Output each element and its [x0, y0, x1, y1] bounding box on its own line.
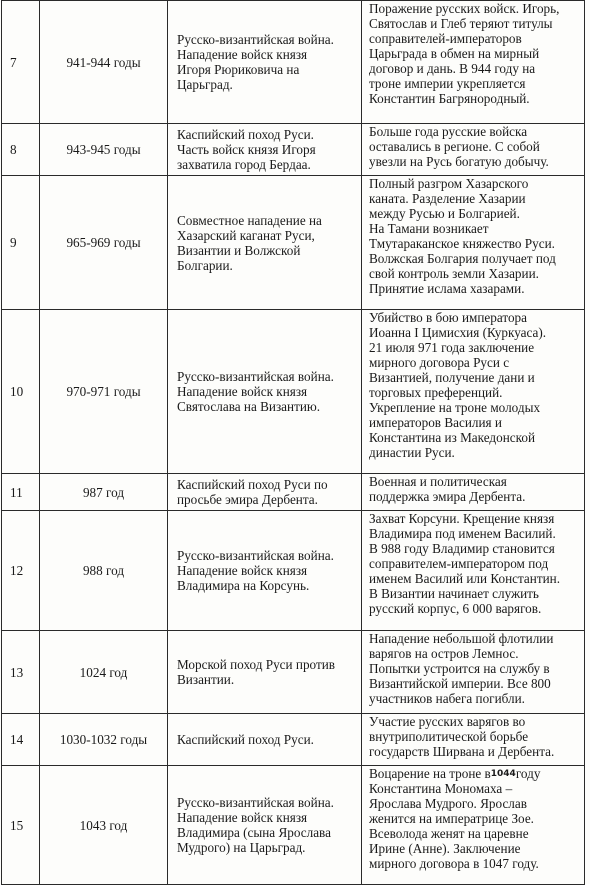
row-number: 13	[2, 631, 40, 714]
row-number: 15	[2, 766, 40, 885]
row-number: 14	[2, 714, 40, 766]
row-result-text: Военная и политическая поддержка эмира Дербента.	[369, 474, 526, 504]
row-result	[362, 310, 585, 474]
row-date: 987 год	[40, 474, 168, 511]
row-result	[362, 124, 585, 176]
row-event	[168, 1, 362, 124]
events-table-body	[2, 1, 585, 885]
row-result	[362, 176, 585, 310]
table-row	[2, 766, 585, 885]
row-result-text: Захват Корсуни. Крещение князя Владимира под именем Василий. В 988 году Владимир становится соправителем-императором под именем Василий или Константин. В Византии начинает служить русский корпус, 6 000 варягов.	[369, 511, 561, 616]
table-row	[2, 474, 585, 511]
row-number: 9	[2, 176, 40, 310]
row-result	[362, 474, 585, 511]
row-event-text: Русско-византийская война. Нападение войск князя Владимира на Корсунь.	[177, 548, 334, 593]
row-event-text: Морской поход Руси против Византии.	[177, 657, 336, 687]
row-number: 8	[2, 124, 40, 176]
row-event-text: Каспийский поход Руси.	[177, 732, 314, 747]
row-date: 970-971 годы	[40, 310, 168, 474]
row-event	[168, 474, 362, 511]
table-row	[2, 1, 585, 124]
row-event	[168, 714, 362, 766]
row-result	[362, 714, 585, 766]
row-event	[168, 766, 362, 885]
row-date: 1024 год	[40, 631, 168, 714]
row-event	[168, 631, 362, 714]
row-result-suffix: году Константина Мономаха – Ярослава Мудрого. Ярослав женится на императрице Зое. Всеволода женят на царевне Ирине (Анне). Заключение мирного договора в 1047 году.	[369, 766, 541, 871]
row-event	[168, 176, 362, 310]
row-result	[362, 511, 585, 631]
row-number: 10	[2, 310, 40, 474]
row-date: 1043 год	[40, 766, 168, 885]
table-row	[2, 124, 585, 176]
row-event	[168, 511, 362, 631]
table-row	[2, 631, 585, 714]
row-result-text: Участие русских варягов во внутриполитической борьбе государств Ширвана и Дербента.	[369, 714, 555, 759]
row-result-text	[369, 766, 581, 871]
row-number: 11	[2, 474, 40, 511]
row-event-text: Совместное нападение на Хазарский каганат Руси, Византии и Волжской Болгарии.	[177, 212, 322, 273]
row-date: 988 год	[40, 511, 168, 631]
row-event-text: Русско-византийская война. Нападение войск князя Владимира (сына Ярослава Мудрого) на Царьград.	[177, 795, 334, 855]
row-event	[168, 124, 362, 176]
row-result-text: Больше года русские войска оставались в регионе. С собой увезли на Русь богатую добычу.	[369, 124, 549, 169]
row-result	[362, 631, 585, 714]
table-row	[2, 176, 585, 310]
row-date: 965-969 годы	[40, 176, 168, 310]
row-event-text: Каспийский поход Руси по просьбе эмира Дербента.	[177, 477, 328, 507]
row-result-prefix: Воцарение на троне в	[369, 766, 491, 781]
row-number: 12	[2, 511, 40, 631]
row-date: 943-945 годы	[40, 124, 168, 176]
table-row	[2, 511, 585, 631]
inserted-year-mark: 1044	[490, 769, 516, 779]
table-row	[2, 310, 585, 474]
row-event-text: Русско-византийская война. Нападение войск князя Святослава на Византию.	[177, 369, 334, 414]
row-date: 941-944 годы	[40, 1, 168, 124]
row-result	[362, 1, 585, 124]
row-date: 1030-1032 годы	[40, 714, 168, 766]
row-event-text: Каспийский поход Руси. Часть войск князя Игоря захватила город Бердаа.	[177, 127, 316, 172]
row-result-text: Поражение русских войск. Игорь, Святослав и Глеб теряют титулы соправителей-императоров Царьграда в обмен на мирный договор и дань. В 944 году на троне империи укрепляется Константин Багрянородный.	[369, 1, 560, 106]
table-row	[2, 714, 585, 766]
events-table	[1, 0, 585, 885]
row-result-text: Нападение небольшой флотилии варягов на остров Лемнос. Попытки устроится на службу в Византийской империи. Все 800 участников набега погибли.	[369, 631, 554, 706]
row-event	[168, 310, 362, 474]
row-number: 7	[2, 1, 40, 124]
row-result	[362, 766, 585, 885]
row-result-text: Полный разгром Хазарского каната. Разделение Хазарии между Русью и Болгарией. На Тамани возникает Тмутараканское княжество Руси. Волжская Болгария получает под свой контроль земли Хазарии. Принятие ислама хазарами.	[369, 176, 556, 296]
row-result-text: Убийство в бою императора Иоанна I Цимисхия (Куркуаса). 21 июля 971 года заключение мирного договора Руси с Византией, получение дани и торговых преференций. Укрепление на троне молодых императоров Василия и Константина из Македонской династии Руси.	[369, 310, 547, 460]
row-event-text: Русско-византийская война. Нападение войск князя Игоря Рюриковича на Царьград.	[177, 32, 334, 92]
